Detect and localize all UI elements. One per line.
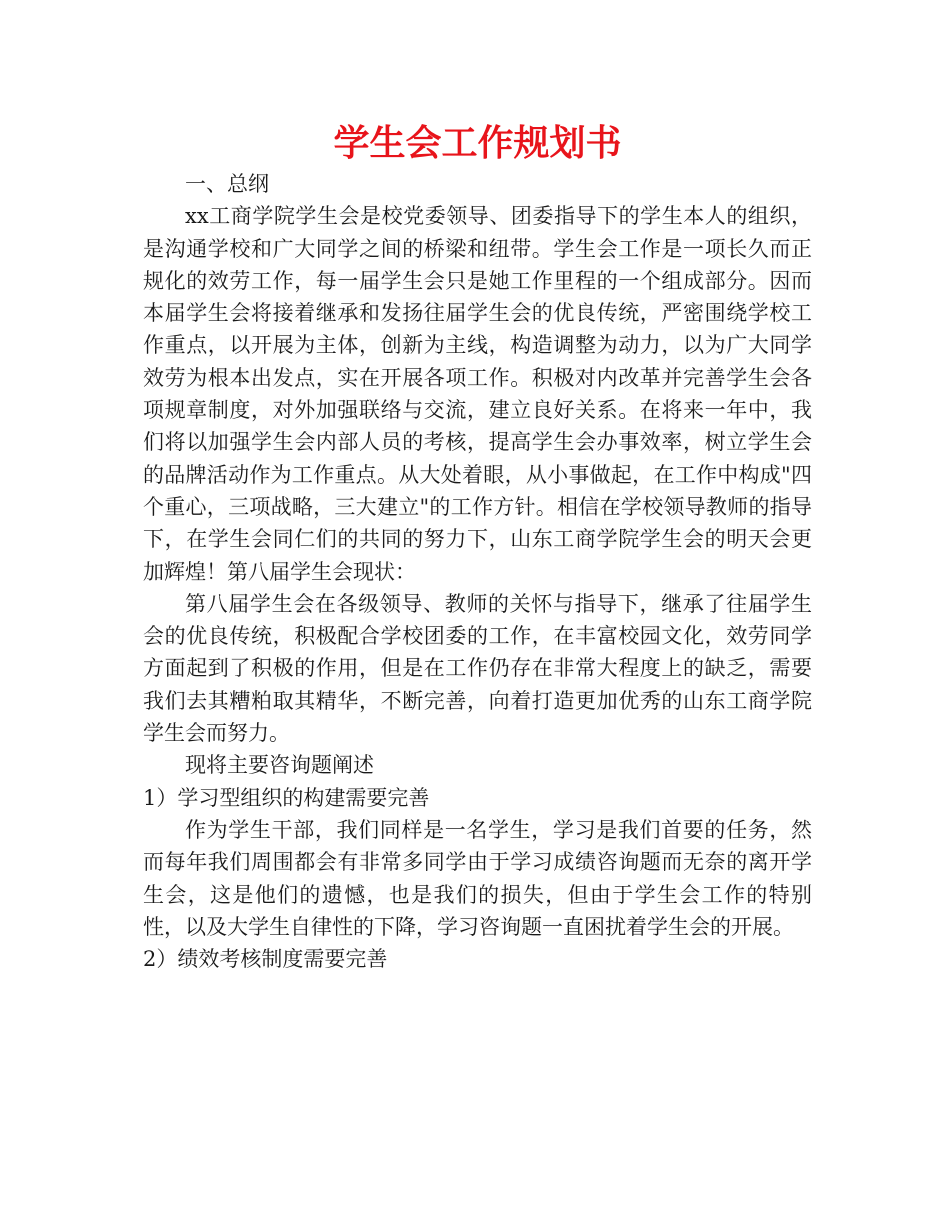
document-title: 学生会工作规划书 [333,123,622,164]
section-heading-general: 一、总纲 [185,172,269,196]
item-heading-1: 1）学习型组织的构建需要完善 [143,785,430,810]
paragraph-current-status: 第八届学生会在各级领导、教师的关怀与指导下，继承了往届学生会的优良传统，积极配合学校团委的工作，在丰富校园文化，效劳同学方面起到了积极的作用，但是在工作仍存在非常大程度上的缺乏，需要我们去其糟粕取其精华，不断完善，向着打造更加优秀的山东工商学院学生会而努力。 [143,591,812,746]
intro-line: 现将主要咨询题阐述 [185,753,374,778]
paragraph-item-1: 作为学生干部，我们同样是一名学生，学习是我们首要的任务，然而每年我们周围都会有非常多同学由于学习成绩咨询题而无奈的离开学生会，这是他们的遗憾，也是我们的损失，但由于学生会工作的特别性，以及大学生自律性的下降，学习咨询题一直困扰着学生会的开展。 [143,817,812,939]
paragraph-overview: xx工商学院学生会是校党委领导、团委指导下的学生本人的组织，是沟通学校和广大同学之间的桥梁和纽带。学生会工作是一项长久而正规化的效劳工作，每一届学生会只是她工作里程的一个组成部分。因而本届学生会将接着继承和发扬往届学生会的优良传统，严密围绕学校工作重点，以开展为主体，创新为主线，构造调整为动力，以为广大同学效劳为根本出发点，实在开展各项工作。积极对内改革并完善学生会各项规章制度，对外加强联络与交流，建立良好关系。在将来一年中，我们将以加强学生会内部人员的考核，提高学生会办事效率，树立学生会的品牌活动作为工作重点。从大处着眼，从小事做起，在工作中构成"四个重心，三项战略，三大建立"的工作方针。相信在学校领导教师的指导下，在学生会同仁们的共同的努力下，山东工商学院学生会的明天会更加辉煌！第八届学生会现状： [143,204,812,584]
item-heading-2: 2）绩效考核制度需要完善 [143,947,388,972]
